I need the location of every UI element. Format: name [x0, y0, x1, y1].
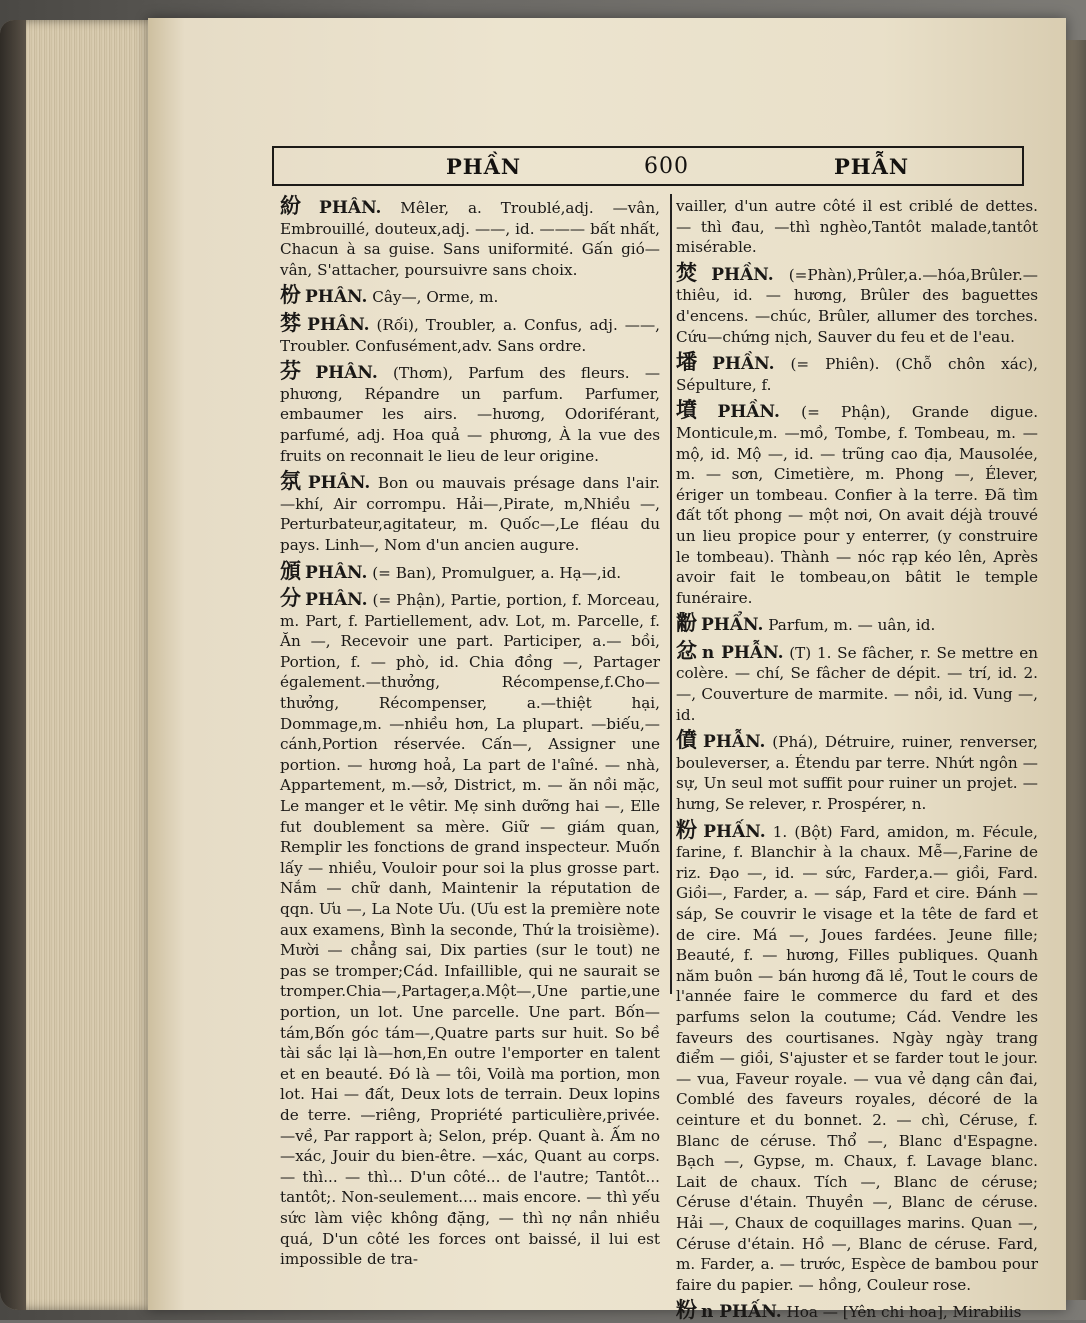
dictionary-entry [676, 637, 1039, 725]
entry-definition: (= Phiên). (Chỗ chôn xác), Sépulture, f. [676, 355, 1039, 394]
entry-hanzi: 氛 [280, 468, 304, 494]
dictionary-entry [280, 309, 660, 356]
entry-headword: PHÂN. [315, 363, 378, 384]
entry-headword: PHÂN. [305, 287, 368, 308]
entry-definition: (= Ban), Promulguer, a. Hạ—,id. [372, 563, 622, 582]
entry-hanzi: 棼 [280, 309, 304, 335]
entry-headword: PHÂN. [307, 314, 370, 335]
entry-hanzi: 焚 [676, 259, 708, 285]
page-stack-edge [0, 20, 160, 1310]
header-left-keyword: PHẦN [446, 154, 522, 179]
entry-hanzi: 粉 [676, 1297, 697, 1323]
right-column [676, 196, 1038, 1323]
entry-headword: PHÂN. [305, 590, 368, 611]
entry-definition: (= Phận), Grande digue. Monticule,m. —mồ, Tombe, f. Tombeau, m. — mộ, id. Mộ —, id. — trũng cao địa, Mausolée, m. — sơn, Cimetière, m. Phong —, Élever, ériger un tombeau. Confier à la terre. Đã tìm đất tốt phong — một nơi, On avait déjà trouvé un lieu propice pour y enterrer, (y construire le tombeau). Thành — nóc rạp kéo lên, Après avoir fait le tombeau,on bâtit le temple funéraire. [676, 403, 1039, 607]
dictionary-entry [676, 610, 1038, 636]
dictionary-entry [280, 557, 660, 584]
entry-definition: (=Phàn),Prûler,a.—hóa,Brûler.—thiêu, id. — hương, Brûler des baguettes d'encens. —chúc, Brûler, allumer des torches. Cứu—chứng nịch, Sauver du feu et de l'eau. [676, 265, 1038, 346]
entry-hanzi: 墳 [676, 397, 714, 423]
entry-headword: PHẤN. [703, 821, 766, 842]
dictionary-entry [676, 1297, 1038, 1323]
entry-definition: Cây—, Orme, m. [372, 288, 499, 307]
entry-hanzi: 墦 [676, 349, 709, 375]
entry-hanzi: 芬 [280, 358, 312, 384]
entry-hanzi: 粉 [676, 816, 700, 842]
column-divider [670, 194, 672, 994]
entry-headword: PHÂN. [305, 562, 368, 583]
dictionary-entry [676, 196, 1038, 258]
entry-definition: Mêler, a. Troublé,adj. —vân, Embrouillé, douteux,adj. ——, id. ——— bất nhất, Chacun à sa guise. Sans uniformité. Gấn gió—vân, S'attacher, poursuivre sans choix. [280, 199, 661, 279]
entry-headword: PHẦN. [711, 264, 774, 285]
entry-headword: PHẦN. [717, 402, 780, 423]
dictionary-page [148, 18, 1066, 1323]
entry-hanzi: 紛 [280, 193, 316, 218]
entry-definition: Hoa — [Yên chi hoa], Mirabilis [786, 1303, 1022, 1322]
entry-definition: (Rối), Troubler, a. Confus, adj. ——, Troubler. Confusément,adv. Sans ordre. [280, 315, 660, 355]
dictionary-entry [676, 727, 1038, 814]
entry-definition: Bon ou mauvais présage dans l'air. —khí, Air corrompu. Hải—,Pirate, m,Nhiều —, Perturbateur,agitateur, m. Quốc—,Le fléau du pays. Linh—, Nom d'un ancien augure. [280, 474, 661, 554]
entry-hanzi: 忿 [676, 637, 698, 663]
header-right-keyword: PHẪN [834, 154, 910, 179]
entry-hanzi: 枌 [280, 282, 301, 308]
entry-definition: (= Phận), Partie, portion, f. Morceau, m. Part, f. Partiellement, adv. Lot, m. Parcelle, f. Ăn —, Recevoir une part. Participer, a.— bồi, Portion, f. — phò, id. Chia đồng —, Partager également.—thưởng, Récompense,f.Cho—thưởng, Récompenser, a.—thiệt hại, Dommage,m. —nhiều hơn, La plupart. —biếu,—cánh,Portion réservée. Cấn—, Assigner une portion. — hương hoả, La part de l'aîné. — nhà, Appartement, m.—sở, District, m. — ăn nồi mặc, Le manger et le vêtir. Mẹ sinh dưỡng hai —, Elle fut doublement sa mère. Giữ — giám quan, Remplir les fonctions de grand inspecteur. Muốn lấy — nhiều, Vouloir pour soi la plus grosse part. Nắm — chữ danh, Maintenir la réputation de qqn. Ưu —, La Note Ưu. (Ưu est la première note aux examens, Bình la seconde, Thứ la troisième). Mười — chẳng sai, Dix parties (sur le tout) ne pas se tromper;Cád. Infaillible, qui ne saurait se tromper.Chia—,Partager,a.Một—,Une partie,une portion, un lot. Une parcelle. Une part. Bốn—tám,Bốn góc tám—,Quatre parts sur huit. So bề tài sắc lại là—hơn,En outre l'emporter en talent et en beauté. Đó là — tôi, Voilà ma portion, mon lot. Hai — đất, Deux lots de terrain. Deux lopins de terre. —riêng, Propriété particulière,privée. —về, Par rapport à; Selon, prép. Quant à. Ấm no—xác, Jouir du bien-être. —xác, Quant au corps. — thì... — thì... D'un côté... de l'autre; Tantôt... tantôt;. Non-seulement.... mais encore. — thì yếu sức làm việc không đặng, — thì nợ nần nhiều quá, D'un côté les forces ont baissé, il lui est impossible de tra- [280, 591, 661, 1269]
entry-definition: (Thơm), Parfum des fleurs. — phương, Répandre un parfum. Parfumer, embaumer les airs. —hương, Odoriférant, parfumé, adj. Hoa quả — phương, À la vue des fruits on reconnait le lieu de leur origine. [280, 364, 661, 465]
entry-headword: PHẪN. [703, 732, 766, 753]
entry-headword: n PHẪN. [701, 642, 784, 663]
dictionary-entry [676, 397, 1039, 608]
entry-headword: PHẨN. [701, 615, 764, 636]
entry-definition: 1. (Bột) Fard, amidon, m. Fécule, farine, f. Blanchir à la chaux. Mễ—,Farine de riz. Đạo —, id. — sức, Farder,a.— giồi, Fard. Giồi—, Farder, a. — sáp, Fard et cire. Đánh — sáp, Se couvrir le visage et la tête de fard et de cire. Má —, Joues fardées. Jeune fille; Beauté, f. — hương, Filles publiques. Quanh năm buôn — bán hương đã lề, Tout le cours de l'année faire le commerce du fard et des parfums selon la coutume; Cád. Vendre les faveurs des courtisanes. Ngày ngày trang điểm — giồi, S'ajuster et se farder tout le jour. — vua, Faveur royale. — vua vẻ dạng cân đai, Comblé des faveurs royales, décoré de la ceinture et du bonnet. 2. — chì, Céruse, f. Blanc de céruse. Thổ —, Blanc d'Espagne. Bạch —, Gypse, m. Chaux, f. Lavage blanc. Lait de chaux. Tích —, Blanc de céruse; Céruse d'étain. Thuyền —, Blanc de céruse. Hải —, Chaux de coquillages marins. Quan —, Céruse d'étain. Hồ —, Blanc de céruse. Fard, m. Farder, a. — trước, Espèce de bambou pour faire du papier. — hồng, Couleur rose. [676, 822, 1039, 1294]
dictionary-entry [280, 358, 661, 466]
dictionary-entry [280, 282, 660, 308]
dictionary-entry [676, 259, 1038, 347]
left-column [280, 193, 661, 1270]
entry-headword: PHẦN. [712, 354, 775, 375]
dictionary-entry [676, 816, 1039, 1296]
page-number: 600 [644, 154, 689, 179]
entry-headword: PHÂN. [307, 473, 371, 494]
entry-hanzi: 僨 [676, 727, 700, 753]
dictionary-entry [280, 585, 661, 1270]
entry-definition: Parfum, m. — uân, id. [768, 616, 936, 635]
dictionary-entry [280, 468, 661, 555]
dictionary-entry [676, 349, 1039, 395]
entry-headword: PHÂN. [319, 198, 382, 218]
entry-hanzi: 分 [280, 585, 302, 611]
entry-hanzi: 黺 [676, 610, 697, 636]
dictionary-entry [280, 193, 661, 280]
entry-definition: (T) 1. Se fâcher, r. Se mettre en colère. — chí, Se fâcher de dépit. — trí, id. 2.—, Couverture de marmite. — nồi, id. Vung —, id. [676, 643, 1039, 724]
entry-hanzi: 頒 [280, 557, 301, 583]
page-header [272, 146, 1024, 186]
entry-definition: (Phá), Détruire, ruiner, renverser, bouleverser, a. Étendu par terre. Nhứt ngôn — sự, Un seul mot suffit pour ruiner un projet. — hưng, Se relever, r. Prospérer, n. [676, 733, 1038, 814]
entry-definition: vailler, d'un autre côté il est criblé de dettes. — thì đau, —thì nghèo,Tantôt malade,tantôt misérable. [676, 197, 1038, 257]
entry-headword: n PHẤN. [701, 1302, 782, 1323]
